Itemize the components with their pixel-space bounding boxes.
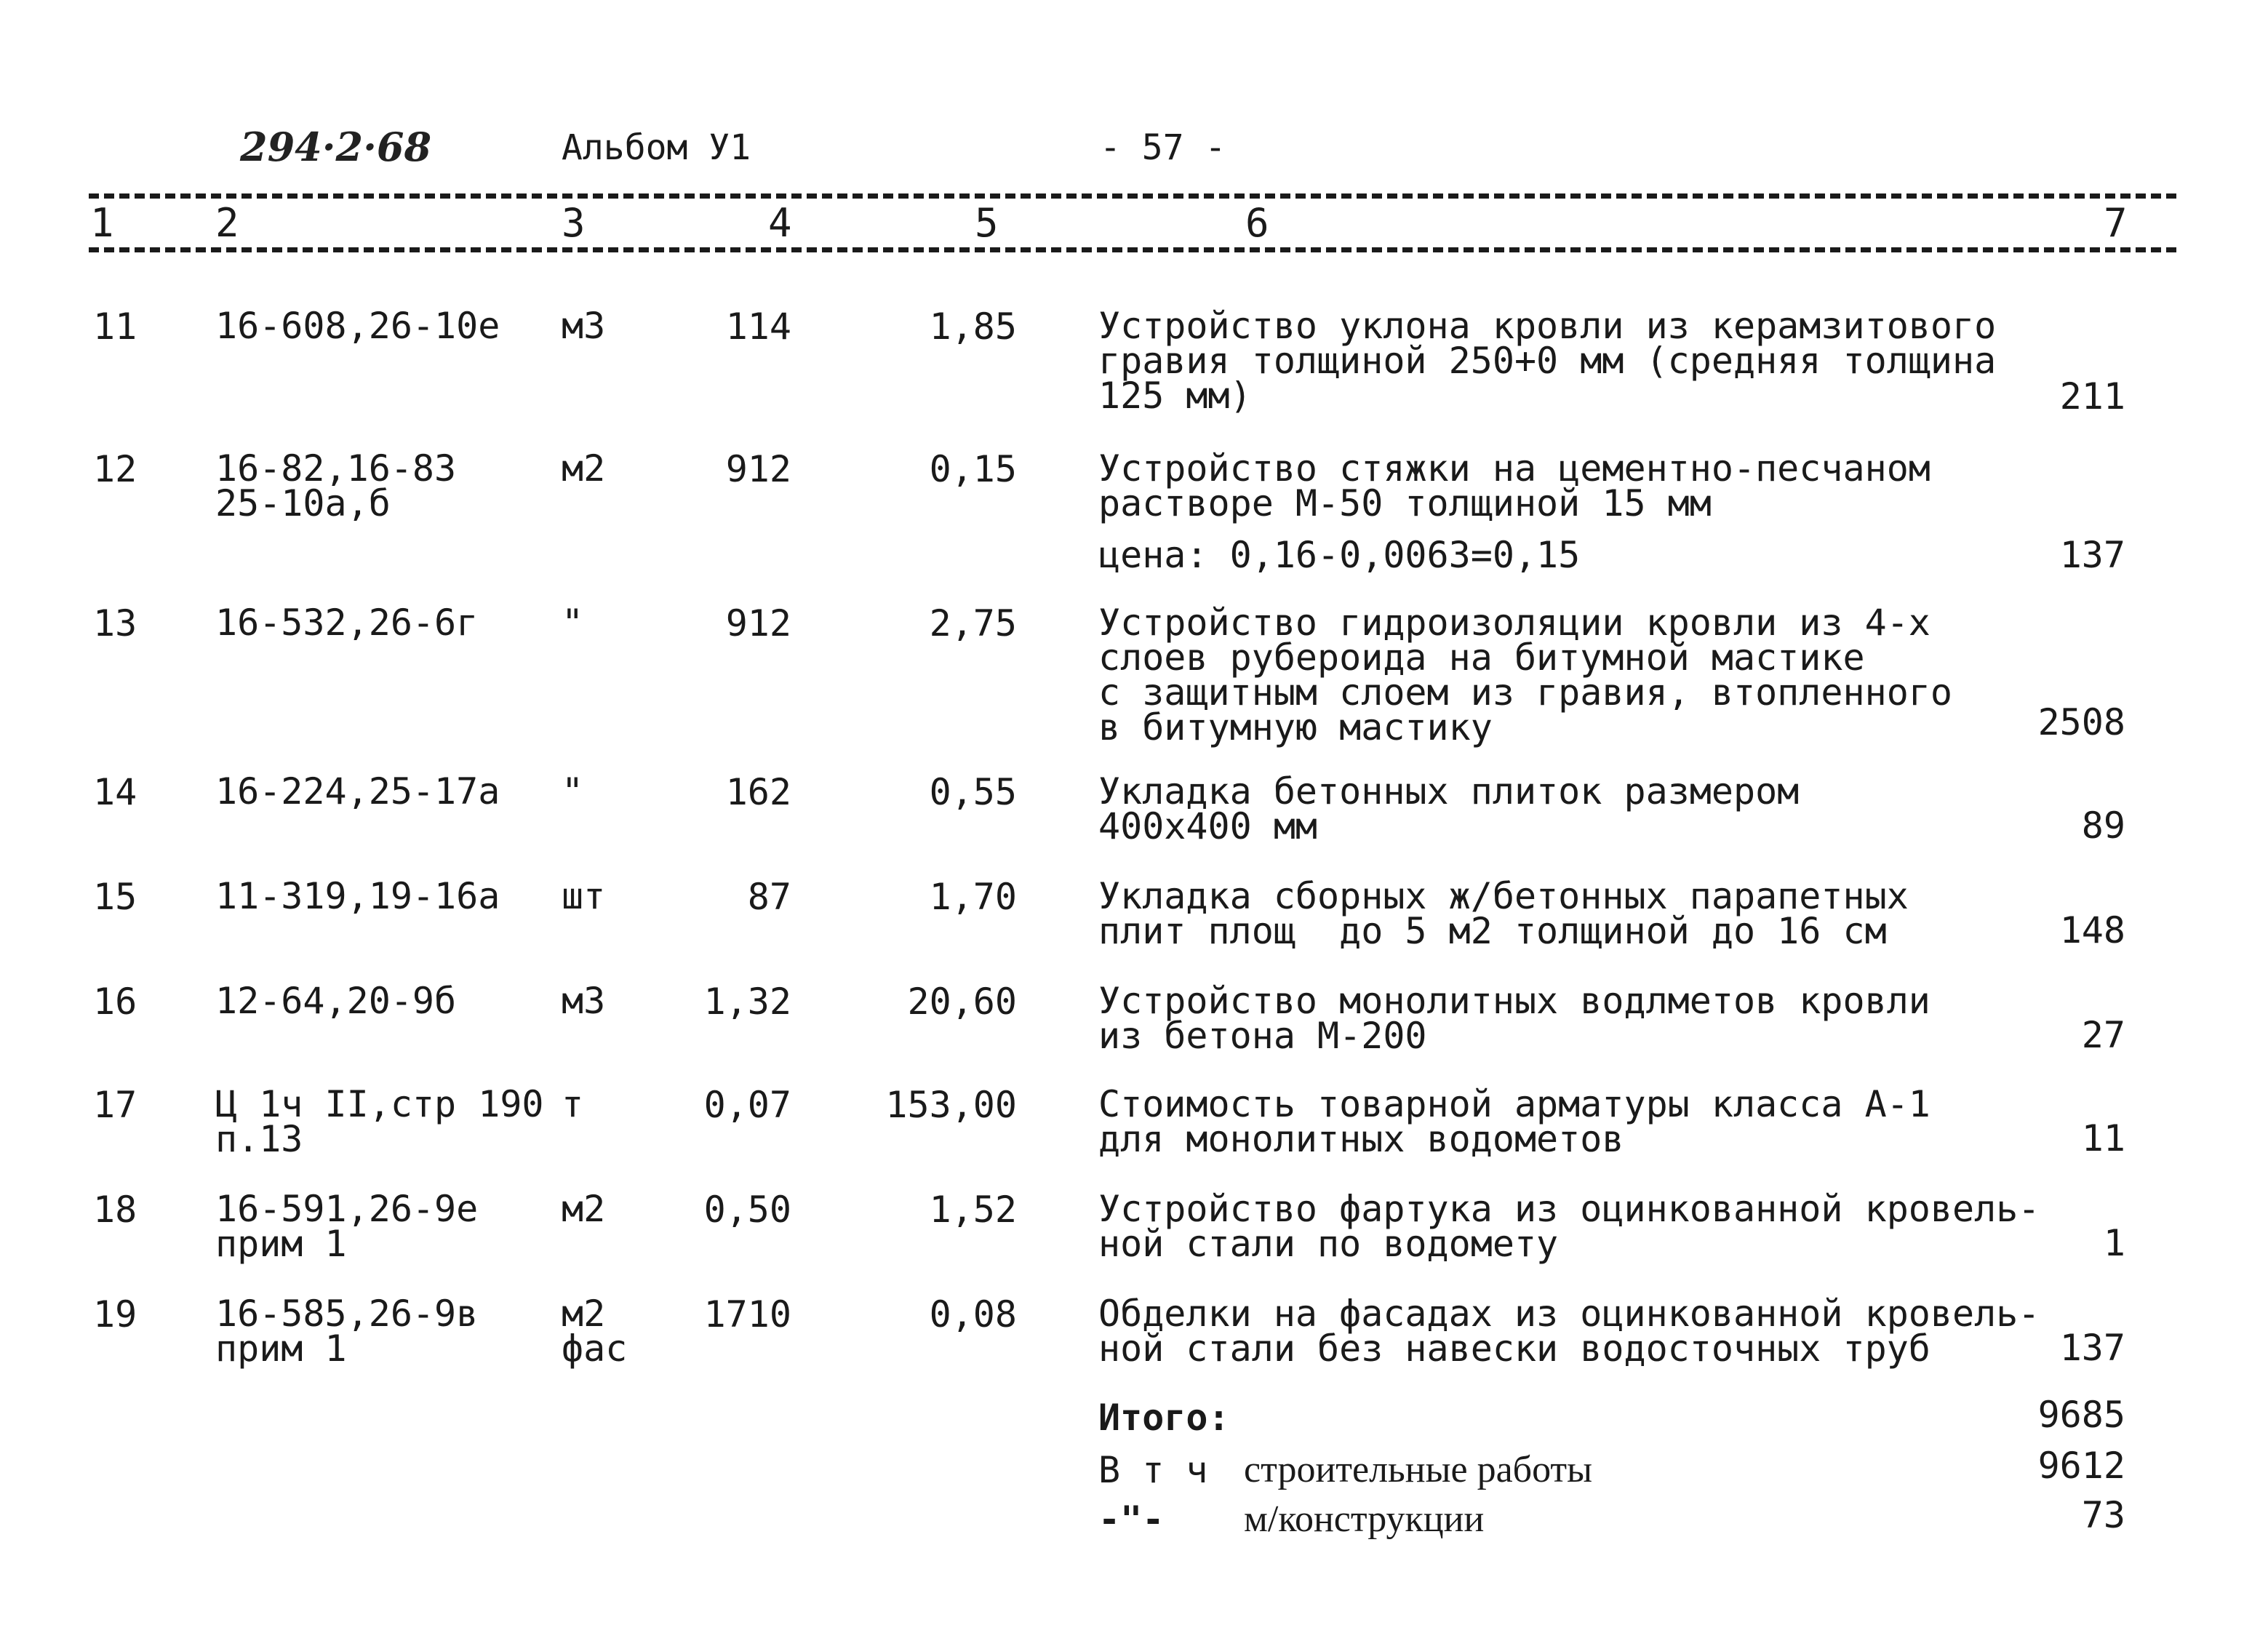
row-total: 11 [2081,1117,2125,1159]
row-price: 1,70 [929,876,1017,918]
col-header-5: 5 [975,200,999,246]
row-description: Устройство гидроизоляции кровли из 4-х слоев рубероида на битумной мастике с защитным слоем из гравия, втопленного в битумную мастику [1098,602,1952,748]
row-reference: 16-585,26-9в прим 1 [215,1293,479,1370]
row-total: 137 [2059,534,2125,576]
row-number: 14 [93,771,137,813]
col-header-1: 1 [90,200,114,246]
row-unit: м3 [562,980,606,1022]
row-number: 16 [93,981,137,1023]
summary-total-value: 9685 [2037,1394,2125,1436]
row-reference: 16-608,26-10е [215,305,500,347]
row-reference: 16-591,26-9е прим 1 [215,1188,479,1265]
row-unit: " [562,602,584,644]
row-price: 20,60 [907,981,1017,1023]
row-quantity: 1710 [703,1293,791,1335]
row-total: 89 [2081,804,2125,847]
table-row [0,602,2268,751]
row-description: Укладка бетонных плиток размером 400x400 мм [1098,770,1800,847]
row-number: 17 [93,1084,137,1126]
summary-construction-label: строительные работы [1244,1449,1593,1490]
row-description: Устройство уклона кровли из керамзитового гравия толщиной 250+0 мм (средняя толщина 125 мм) [1098,305,1997,417]
row-number: 19 [93,1293,137,1335]
row-reference: 16-82,16-83 25-10а,б [215,447,457,524]
row-total: 1 [2103,1222,2125,1264]
row-description: Укладка сборных ж/бетонных парапетных плит площ до 5 м2 толщиной до 16 см [1098,875,1909,952]
row-quantity: 1,32 [703,981,791,1023]
row-description: Устройство стяжки на цементно-песчаном растворе М-50 толщиной 15 мм [1098,447,1930,524]
col-header-7: 7 [2104,200,2128,246]
row-price: 153,00 [885,1084,1017,1126]
row-quantity: 114 [725,306,791,348]
row-unit: шт [562,875,606,917]
row-reference: 11-319,19-16а [215,875,500,917]
row-price: 0,15 [929,448,1017,490]
row-total: 137 [2059,1327,2125,1369]
row-quantity: 912 [725,448,791,490]
header-rule-top [89,193,2176,199]
row-description: Устройство фартука из оцинкованной кровель- ной стали по водомету [1098,1188,2040,1265]
row-total: 27 [2081,1014,2125,1056]
page-number: - 57 - [1100,127,1226,168]
album-label: Альбом У1 [562,127,751,168]
col-header-3: 3 [562,200,586,246]
row-number: 11 [93,306,137,348]
row-description: Обделки на фасадах из оцинкованной кровель- ной стали без навески водосточных труб [1098,1293,2040,1370]
row-unit: м2 [562,447,606,490]
col-header-4: 4 [768,200,792,246]
header-rule-bottom [89,247,2176,252]
col-header-6: 6 [1245,200,1269,246]
col-header-2: 2 [215,200,239,246]
row-price: 0,55 [929,771,1017,813]
summary-construction-value: 9612 [2037,1445,2125,1487]
row-price: 0,08 [929,1293,1017,1335]
row-quantity: 912 [725,602,791,644]
summary-metal-label: м/конструкции [1244,1498,1485,1540]
row-description: Устройство монолитных водлметов кровли из бетона М-200 [1098,980,1930,1057]
row-reference: 16-532,26-6г [215,602,479,644]
row-price: 2,75 [929,602,1017,644]
row-quantity: 0,50 [703,1189,791,1231]
summary-ditto-mark: -"- [1098,1498,1165,1541]
row-number: 15 [93,876,137,918]
row-number: 13 [93,602,137,644]
row-reference: 12-64,20-9б [215,980,457,1022]
row-description: Стоимость товарной арматуры класса А-1 для монолитных водометов [1098,1083,1930,1160]
row-total: 2508 [2037,701,2125,743]
row-total: 211 [2059,375,2125,418]
summary-metal-value: 73 [2081,1494,2125,1536]
row-price: 1,85 [929,306,1017,348]
row-quantity: 0,07 [703,1084,791,1126]
row-quantity: 87 [747,876,791,918]
row-unit: м2 [562,1188,606,1230]
row-number: 18 [93,1189,137,1231]
row-unit: т [562,1083,584,1125]
row-unit: " [562,770,584,812]
row-unit: м3 [562,305,606,347]
row-number: 12 [93,448,137,490]
summary-total-label: Итого: [1098,1397,1230,1439]
table-row [0,305,2268,454]
row-unit: м2 фас [562,1293,628,1370]
table-row [0,447,2268,596]
row-quantity: 162 [725,771,791,813]
row-reference: Ц 1ч II,стр 190 п.13 [215,1083,544,1160]
summary-incl-label: В т ч [1098,1449,1208,1491]
row-total: 148 [2059,909,2125,951]
row-price: 1,52 [929,1189,1017,1231]
row-price-note: цена: 0,16-0,0063=0,15 [1098,534,1581,576]
row-reference: 16-224,25-17а [215,770,500,812]
document-code: 294·2·68 [240,124,432,170]
